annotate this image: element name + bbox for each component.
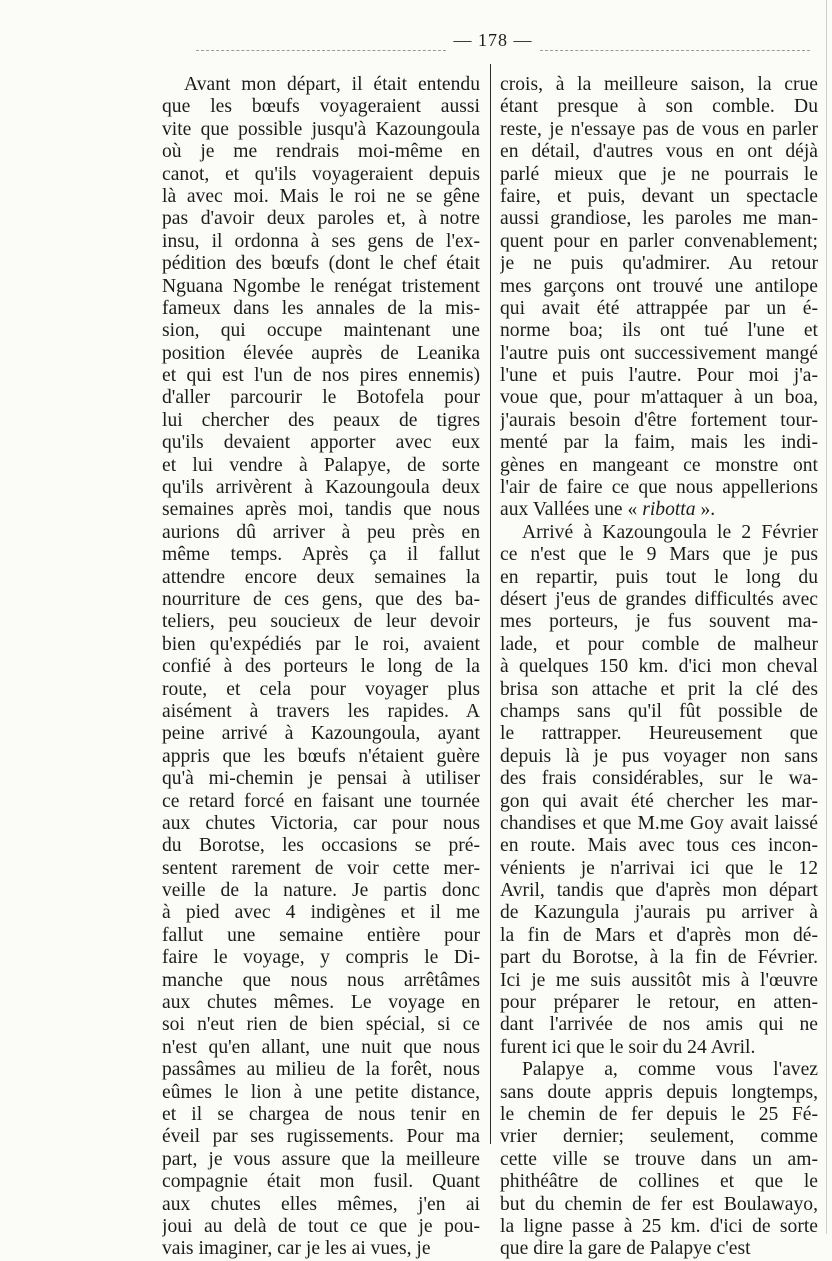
left-column-line: là avec moi. Mais le roi ne se gêne	[162, 185, 480, 207]
left-column-line: appris que les bœufs n'étaient guère	[162, 745, 480, 767]
header-rule-left	[196, 50, 446, 51]
left-column-line: confié à des porteurs le long de la	[162, 656, 480, 678]
right-column-line: qui avait été attrappée par un é-	[500, 297, 818, 319]
right-column-line: Ici je me suis aussitôt mis à l'œuvre	[500, 969, 818, 991]
left-column-line: attendre encore deux semaines la	[162, 566, 480, 588]
left-column-line: pédition des bœufs (dont le chef était	[162, 253, 480, 275]
left-column-line: faire le voyage, y compris le Di-	[162, 947, 480, 969]
right-column-line: menté par la faim, mais les indi-	[500, 432, 818, 454]
left-column-line: eûmes le lion à une petite distance,	[162, 1081, 480, 1103]
left-column-line: qu'à mi-chemin je pensai à utiliser	[162, 768, 480, 790]
right-column-line: aussi grandiose, les paroles me man-	[500, 208, 818, 230]
left-column-line: vais imaginer, car je les ai vues, je	[162, 1238, 431, 1260]
right-column-line: champs sans qu'il fût possible de	[500, 700, 818, 722]
right-column-line: la fin de Mars et d'après mon dé-	[500, 924, 818, 946]
right-column-line: vrier dernier; seulement, comme	[500, 1126, 818, 1148]
left-column-line: aux chutes mêmes. Le voyage en	[162, 992, 480, 1014]
left-column-line: part, je vous assure que la meilleure	[162, 1148, 480, 1170]
right-column-line: part du Borotse, à la fin de Février.	[500, 947, 818, 969]
column-divider	[490, 64, 491, 1144]
right-column-line: désert j'eus de grandes difficultés avec	[500, 588, 818, 610]
right-column-line: étant presque à son comble. Du	[500, 96, 818, 118]
left-column-line: aux chutes Victoria, car pour nous	[162, 812, 480, 834]
right-column-line: mes porteurs, je fus souvent ma-	[500, 611, 818, 633]
left-column-line: manche que nous nous arrêtâmes	[162, 969, 480, 991]
left-column-line: qu'ils arrivèrent à Kazoungoula deux	[162, 477, 480, 499]
right-column-line: l'air de faire ce que nous appellerions	[500, 477, 818, 499]
left-column-line: aisément à travers les rapides. A	[162, 700, 480, 722]
left-column-line: et lui vendre à Palapye, de sorte	[162, 454, 480, 476]
left-column-line: lui chercher des peaux de tigres	[162, 409, 480, 431]
left-column-line: éveil par ses rugissements. Pour ma	[162, 1126, 480, 1148]
left-column-line: fallut une semaine entière pour	[162, 924, 480, 946]
left-column-line: ce retard forcé en faisant une tournée	[162, 790, 480, 812]
left-column-line: sion, qui occupe maintenant une	[162, 320, 480, 342]
left-column-line: peine arrivé à Kazoungoula, ayant	[162, 723, 480, 745]
header-rule-right	[540, 50, 810, 51]
right-column-line: quent pour en parler convenablement;	[500, 230, 818, 252]
left-column-line: vite que possible jusqu'à Kazoungoula	[162, 118, 480, 140]
left-column-line: du Borotse, les occasions se pré-	[162, 835, 480, 857]
right-column-line: en route. Mais avec tous ces incon-	[500, 835, 818, 857]
left-column-line: Nguana Ngombe le renégat tristement	[162, 275, 480, 297]
right-column-line: chandises et que M.me Goy avait laissé	[500, 812, 818, 834]
left-column-line: et qui est l'un de nos pires ennemis)	[162, 365, 480, 387]
left-column-line: veille de la nature. Je partis donc	[162, 880, 480, 902]
right-column-line: parlé mieux que je ne pourrais le	[500, 163, 818, 185]
right-column-line: brisa son attache et prit la clé des	[500, 678, 818, 700]
right-column-line: Avril, tandis que d'après mon départ	[500, 880, 818, 902]
right-column-line: en détail, d'autres vous en ont déjà	[500, 141, 818, 163]
right-column-line: lade, et pour comble de malheur	[500, 633, 818, 655]
left-column-line: fameux dans les annales de la mis-	[162, 297, 480, 319]
right-column-line: phithéâtre de collines et que le	[500, 1171, 818, 1193]
page-edge	[826, 0, 827, 1234]
left-column-line: pas d'avoir deux paroles et, à notre	[162, 208, 480, 230]
right-column-line: j'aurais besoin d'être fortement tour-	[500, 409, 818, 431]
right-column-line: je ne puis qu'admirer. Au retour	[500, 253, 818, 275]
left-column	[162, 74, 480, 1261]
right-column-line: but du chemin de fer est Boulawayo,	[500, 1193, 818, 1215]
left-column-line: à pied avec 4 indigènes et il me	[162, 902, 480, 924]
left-column-line: semaines après moi, tandis que nous	[162, 499, 480, 521]
left-column-line: position élevée auprès de Leanika	[162, 342, 480, 364]
left-column-line: sentent rarement de voir cette mer-	[162, 857, 480, 879]
left-column-line: nourriture de ces gens, que des ba-	[162, 588, 480, 610]
right-column-line: crois, à la meilleure saison, la crue	[500, 74, 818, 95]
right-column-line: mes garçons ont trouvé une antilope	[500, 275, 818, 297]
left-column-line: n'est qu'en allant, une nuit que nous	[162, 1036, 480, 1058]
left-column-line: soi n'eut rien de bien spécial, si ce	[162, 1014, 480, 1036]
right-column-line: depuis là je pus voyager non sans	[500, 745, 818, 767]
left-column-line: bien qu'expédiés par le roi, avaient	[162, 633, 480, 655]
right-column-line: gon qui avait été chercher les mar-	[500, 790, 818, 812]
right-column-line: des frais considérables, sur le wa-	[500, 768, 818, 790]
right-column-line: ce n'est que le 9 Mars que je pus	[500, 544, 818, 566]
right-column-line: l'une et puis l'autre. Pour moi j'a-	[500, 365, 818, 387]
left-column-line: compagnie était mon fusil. Quant	[162, 1171, 480, 1193]
left-column-line: Avant mon départ, il était entendu	[184, 74, 480, 95]
right-column-line: aux Vallées une « ribotta ».	[500, 499, 716, 521]
left-column-line: où je me rendrais moi-même en	[162, 141, 480, 163]
left-column-line: aux chutes elles mêmes, j'en ai	[162, 1193, 480, 1215]
left-column-line: joui au delà de tout ce que je pou-	[162, 1215, 480, 1237]
right-column-line: norme boa; ils ont tué l'une et	[500, 320, 818, 342]
right-column-line: à quelques 150 km. d'ici mon cheval	[500, 656, 818, 678]
right-column-line: voue que, pour m'attaquer à un boa,	[500, 387, 818, 409]
right-column-line: cette ville se trouve dans un am-	[500, 1148, 818, 1170]
left-column-line: passâmes au milieu de la forêt, nous	[162, 1059, 480, 1081]
right-column-line: en repartir, puis tout le long du	[500, 566, 818, 588]
page-number: — 178 —	[453, 30, 533, 50]
right-column-line: le rattrapper. Heureusement que	[500, 723, 818, 745]
left-column-line: teliers, peu soucieux de leur devoir	[162, 611, 480, 633]
right-column-line: le chemin de fer depuis le 25 Fé-	[500, 1103, 818, 1125]
left-column-line: qu'ils devaient apporter avec eux	[162, 432, 480, 454]
right-column-line: Arrivé à Kazoungoula le 2 Février	[522, 521, 818, 543]
left-column-line: même temps. Après ça il fallut	[162, 544, 480, 566]
right-column-line: faire, et puis, devant un spectacle	[500, 185, 818, 207]
left-column-line: route, et cela pour voyager plus	[162, 678, 480, 700]
left-column-line: insu, il ordonna à ses gens de l'ex-	[162, 230, 480, 252]
right-column-line: la ligne passe à 25 km. d'ici de sorte	[500, 1215, 818, 1237]
right-column-line: Palapye a, comme vous l'avez	[522, 1059, 818, 1081]
right-column-line: reste, je n'essaye pas de vous en parler	[500, 118, 818, 140]
left-column-line: d'aller parcourir le Botofela pour	[162, 387, 480, 409]
right-column-line: sans doute appris depuis longtemps,	[500, 1081, 818, 1103]
right-column-line: dant l'arrivée de nos amis qui ne	[500, 1014, 818, 1036]
right-column-line: pour préparer le retour, en atten-	[500, 992, 818, 1014]
right-column-line: vénients je n'arrivai ici que le 12	[500, 857, 818, 879]
right-column-line: gènes en mangeant ce monstre ont	[500, 454, 818, 476]
left-column-line: et il se chargea de nous tenir en	[162, 1103, 480, 1125]
right-column-line: que dire la gare de Palapye c'est	[500, 1238, 751, 1260]
left-column-line: que les bœufs voyageraient aussi	[162, 96, 480, 118]
right-column-line: furent ici que le soir du 24 Avril.	[500, 1036, 756, 1058]
left-column-line: aurions dû arriver à peu près en	[162, 521, 480, 543]
left-column-line: canot, et qu'ils voyageraient depuis	[162, 163, 480, 185]
right-column-line: de Kazungula j'aurais pu arriver à	[500, 902, 818, 924]
right-column-line: l'autre puis ont successivement mangé	[500, 342, 818, 364]
right-column	[500, 74, 818, 1261]
